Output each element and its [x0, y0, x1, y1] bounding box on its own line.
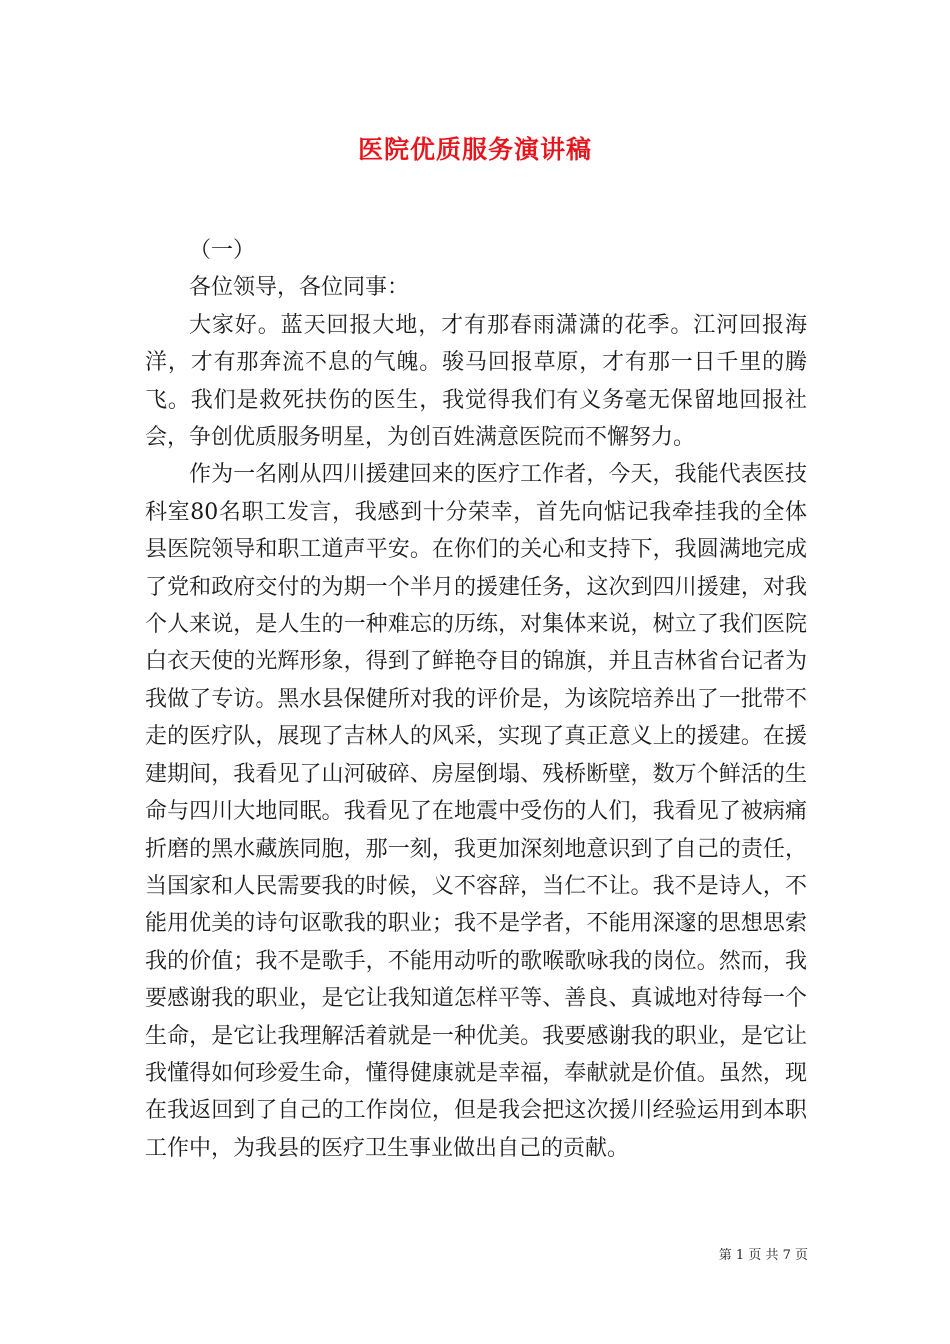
page-number: 第 1 页 共 7 页 [718, 1248, 808, 1263]
document-title: 医院优质服务演讲稿 [357, 135, 592, 164]
paragraph-opening: 大家好。蓝天回报大地，才有那春雨潇潇的花季。江河回报海洋，才有那奔流不息的气魄。骏马回报草原，才有那一日千里的腾飞。我们是救死扶伤的医生，我觉得我们有义务毫无保留地回报社会，争创优质服务明星，为创百姓满意医院而不懈努力。 [145, 312, 807, 451]
paragraph-main: 作为一名刚从四川援建回来的医疗工作者，今天，我能代表医技科室80名职工发言，我感到十分荣幸，首先向惦记我牵挂我的全体县医院领导和职工道声平安。在你们的关心和支持下，我圆满地完成了党和政府交付的为期一个半月的援建任务，这次到四川援建，对我个人来说，是人生的一种难忘的历练，对集体来说，树立了我们医院白衣天使的光辉形象，得到了鲜艳夺目的锦旗，并且吉林省台记者为我做了专访。黑水县保健所对我的评价是，为该院培养出了一批带不走的医疗队，展现了吉林人的风采，实现了真正意义上的援建。在援建期间，我看见了山河破碎、房屋倒塌、残桥断壁，数万个鲜活的生命与四川大地同眠。我看见了在地震中受伤的人们，我看见了被病痛折磨的黑水藏族同胞，那一刻，我更加深刻地意识到了自己的责任，当国家和人民需要我的时候，义不容辞，当仁不让。我不是诗人，不能用优美的诗句讴歌我的职业；我不是学者，不能用深邃的思想思索我的价值；我不是歌手，不能用动听的歌喉歌咏我的岗位。然而，我要感谢我的职业，是它让我知道怎样平等、善良、真诚地对待每一个生命，是它让我理解活着就是一种优美。我要感谢我的职业，是它让我懂得如何珍爱生命，懂得健康就是幸福，奉献就是价值。虽然，现在我返回到了自己的工作岗位，但是我会把这次援川经验运用到本职工作中，为我县的医疗卫生事业做出自己的贡献。 [145, 462, 807, 1161]
section-marker: （一） [189, 238, 256, 263]
document-body [145, 232, 807, 1167]
salutation: 各位领导，各位同事： [189, 275, 410, 301]
